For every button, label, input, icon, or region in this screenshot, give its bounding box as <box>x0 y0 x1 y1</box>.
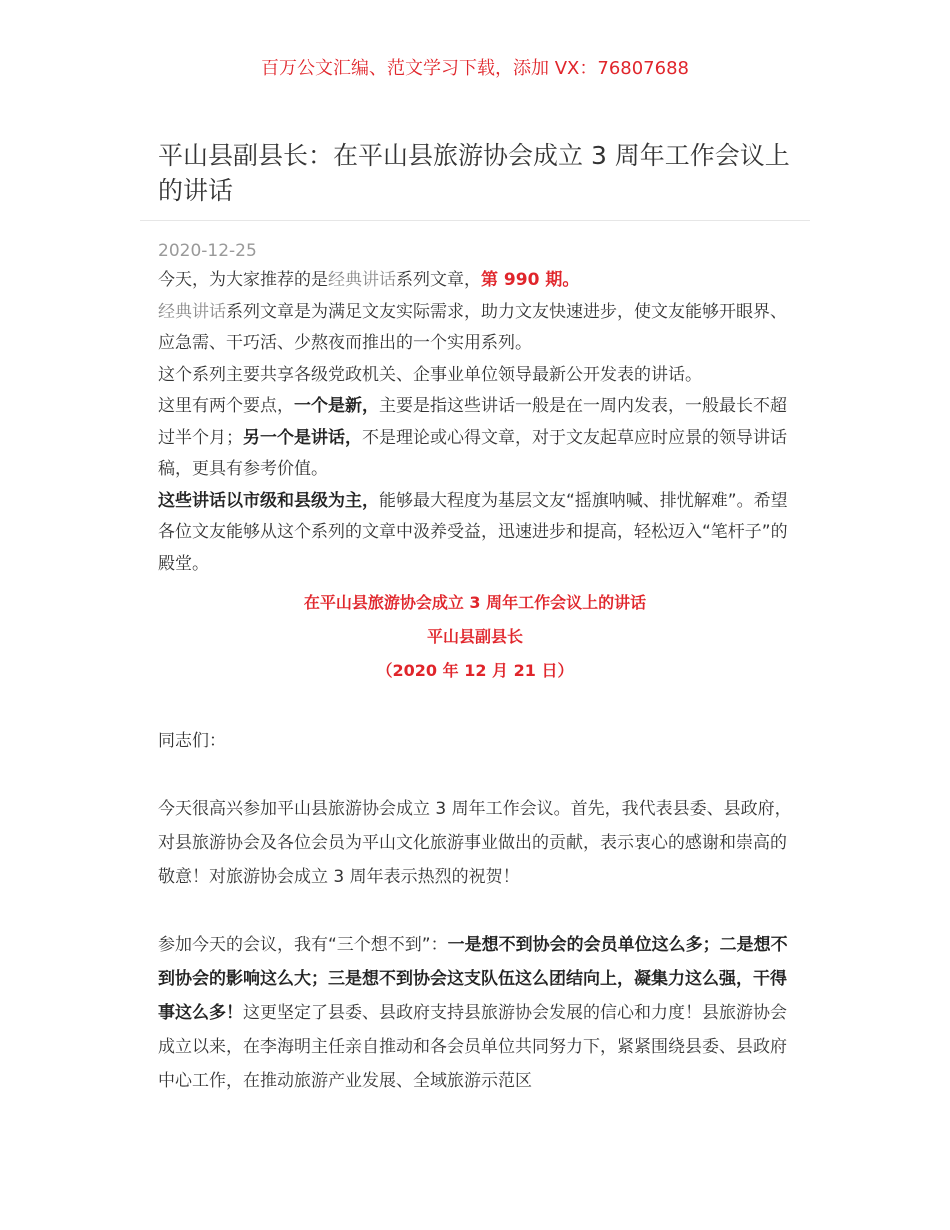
intro-text: 这里有两个要点， <box>158 396 294 416</box>
intro-text: 系列文章， <box>396 270 481 290</box>
speech-body <box>158 724 798 1132</box>
intro-paragraph-1 <box>158 265 798 297</box>
article-date: 2020-12-25 <box>158 241 257 261</box>
key-point-new: 一个是新， <box>294 396 379 416</box>
promo-banner: 百万公文汇编、范文学习下载，添加 VX：76807688 <box>261 58 689 79</box>
intro-paragraph-2 <box>158 297 798 360</box>
greeting: 同志们： <box>158 731 226 751</box>
issue-number: 第 990 期。 <box>481 270 580 290</box>
speech-speaker: 平山县副县长 <box>426 627 523 646</box>
intro-text: 系列文章是为满足文友实际需求，助力文友快速进步，使文友能够开眼界、应急需、干巧活、少熬夜而推出的一个实用系列。 <box>158 301 787 353</box>
series-name: 经典讲话 <box>158 301 226 322</box>
title-divider <box>140 220 810 221</box>
three-unexpected: 一是想不到协会的会员单位这么多；二是想不到协会的影响这么大；三是想不到协会这支队伍这么团结向上，凝集力这么强，干得事这么多！ <box>158 935 788 1023</box>
key-point-speech: 另一个是讲话， <box>243 427 362 448</box>
speech-text: 参加今天的会议，我有“三个想不到”： <box>158 935 448 955</box>
speech-text: 这更坚定了县委、县政府支持县旅游协会发展的信心和力度！县旅游协会成立以来，在李海明主任亲自推动和各会员单位共同努力下，紧紧围绕县委、县政府中心工作，在推动旅游产业发展、全域旅游示范区 <box>158 1003 787 1091</box>
intro-paragraph-5 <box>158 486 798 581</box>
speech-title: 在平山县旅游协会成立 3 周年工作会议上的讲话 <box>303 593 647 612</box>
intro-text: 不是理论或心得文章，对于文友起草应时应景的领导讲话稿，更具有参考价值。 <box>158 427 787 479</box>
series-intro <box>158 265 798 580</box>
speech-date: （2020 年 12 月 21 日） <box>376 661 574 680</box>
intro-paragraph-3: 这个系列主要共享各级党政机关、企事业单位领导最新公开发表的讲话。 <box>158 364 702 385</box>
series-name: 经典讲话 <box>328 270 396 290</box>
article-title: 平山县副县长：在平山县旅游协会成立 3 周年工作会议上的讲话 <box>158 141 790 205</box>
speech-paragraph-2 <box>158 928 798 1098</box>
intro-text: 今天，为大家推荐的是 <box>158 270 328 290</box>
focus-statement: 这些讲话以市级和县级为主， <box>158 490 379 511</box>
speech-paragraph-1: 今天很高兴参加平山县旅游协会成立 3 周年工作会议。首先，我代表县委、县政府，对县旅游协会及各位会员为平山文化旅游事业做出的贡献，表示衷心的感谢和崇高的敬意！对旅游协会成立 3 周年表示热烈的祝贺！ <box>158 799 792 887</box>
intro-text: 主要是指这些讲话一般是在一周内发表，一般最长不超过半个月； <box>158 396 787 448</box>
speech-header <box>0 586 950 688</box>
intro-text: 能够最大程度为基层文友“摇旗呐喊、排忧解难”。希望各位文友能够从这个系列的文章中汲养受益，迅速进步和提高，轻松迈入“笔杆子”的殿堂。 <box>158 490 788 574</box>
intro-paragraph-4 <box>158 391 798 486</box>
